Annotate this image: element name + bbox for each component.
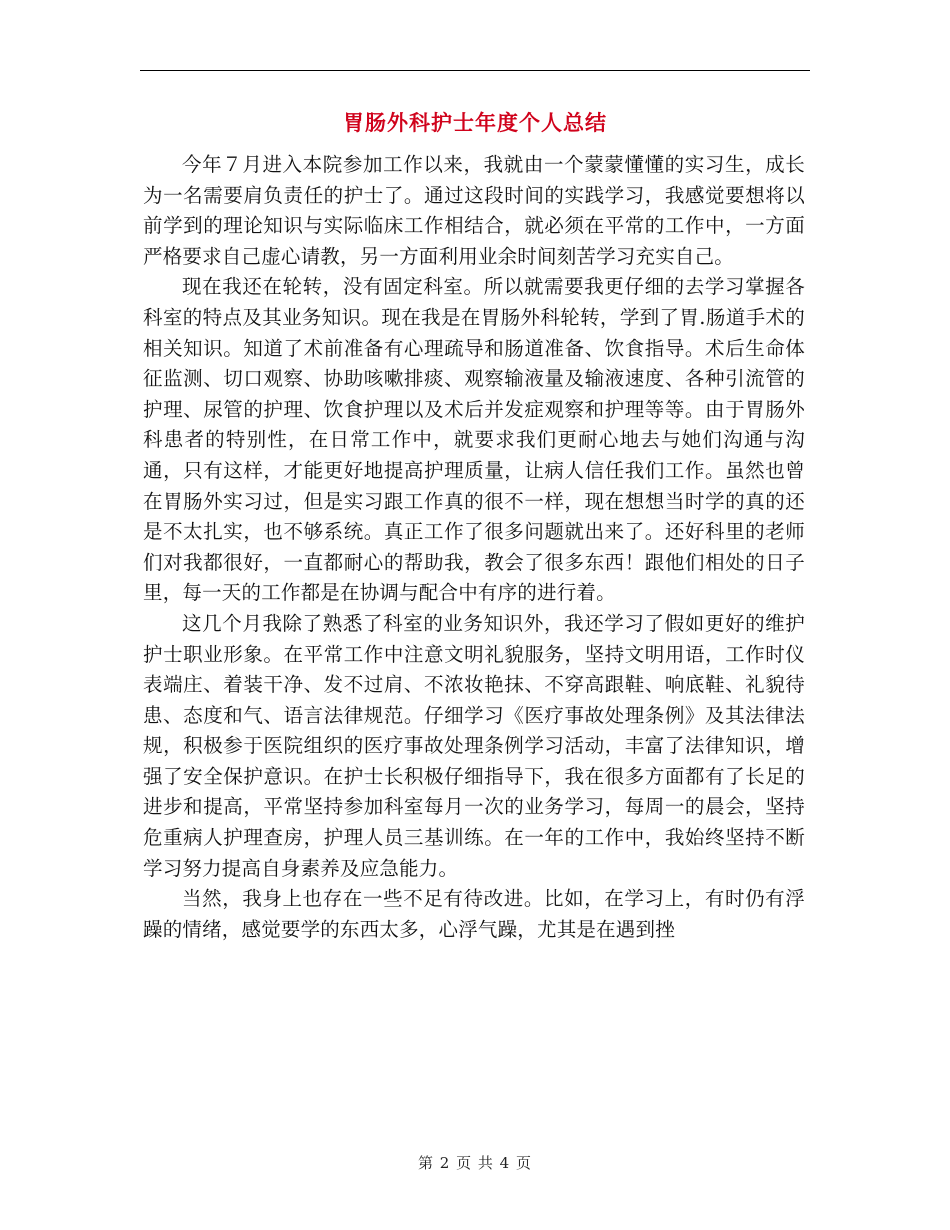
paragraph: 当然，我身上也存在一些不足有待改进。比如，在学习上，有时仍有浮躁的情绪，感觉要学的东西太多，心浮气躁，尤其是在遇到挫 <box>143 887 805 941</box>
document-body <box>143 150 805 945</box>
paragraph: 现在我还在轮转，没有固定科室。所以就需要我更仔细的去学习掌握各科室的特点及其业务知识。现在我是在胃肠外科轮转，学到了胃.肠道手术的相关知识。知道了术前准备有心理疏导和肠道准备、饮食指导。术后生命体征监测、切口观察、协助咳嗽排痰、观察输液量及输液速度、各种引流管的护理、尿管的护理、饮食护理以及术后并发症观察和护理等等。由于胃肠外科患者的特别性，在日常工作中，就要求我们更耐心地去与她们沟通与沟通，只有这样，才能更好地提高护理质量，让病人信任我们工作。虽然也曾在胃肠外实习过，但是实习跟工作真的很不一样，现在想想当时学的真的还是不太扎实，也不够系统。真正工作了很多问题就出来了。还好科里的老师们对我都很好，一直都耐心的帮助我，教会了很多东西！跟他们相处的日子里，每一天的工作都是在协调与配合中有序的进行着。 <box>143 275 805 605</box>
page-number-footer: 第 2 页 共 4 页 <box>418 1154 532 1172</box>
document-title: 胃肠外科护士年度个人总结 <box>343 110 607 135</box>
header-rule <box>140 70 810 71</box>
paragraph: 今年７月进入本院参加工作以来，我就由一个蒙蒙懂懂的实习生，成长为一名需要肩负责任的护士了。通过这段时间的实践学习，我感觉要想将以前学到的理论知识与实际临床工作相结合，就必须在平常的工作中，一方面严格要求自己虚心请教，另一方面利用业余时间刻苦学习充实自己。 <box>143 153 805 268</box>
paragraph: 这几个月我除了熟悉了科室的业务知识外，我还学习了假如更好的维护护士职业形象。在平常工作中注意文明礼貌服务，坚持文明用语，工作时仪表端庄、着装干净、发不过肩、不浓妆艳抹、不穿高跟鞋、响底鞋、礼貌待患、态度和气、语言法律规范。仔细学习《医疗事故处理条例》及其法律法规，积极参于医院组织的医疗事故处理条例学习活动，丰富了法律知识，增强了安全保护意识。在护士长积极仔细指导下，我在很多方面都有了长足的进步和提高，平常坚持参加科室每月一次的业务学习，每周一的晨会，坚持危重病人护理查房，护理人员三基训练。在一年的工作中，我始终坚持不断学习努力提高自身素养及应急能力。 <box>143 611 805 880</box>
